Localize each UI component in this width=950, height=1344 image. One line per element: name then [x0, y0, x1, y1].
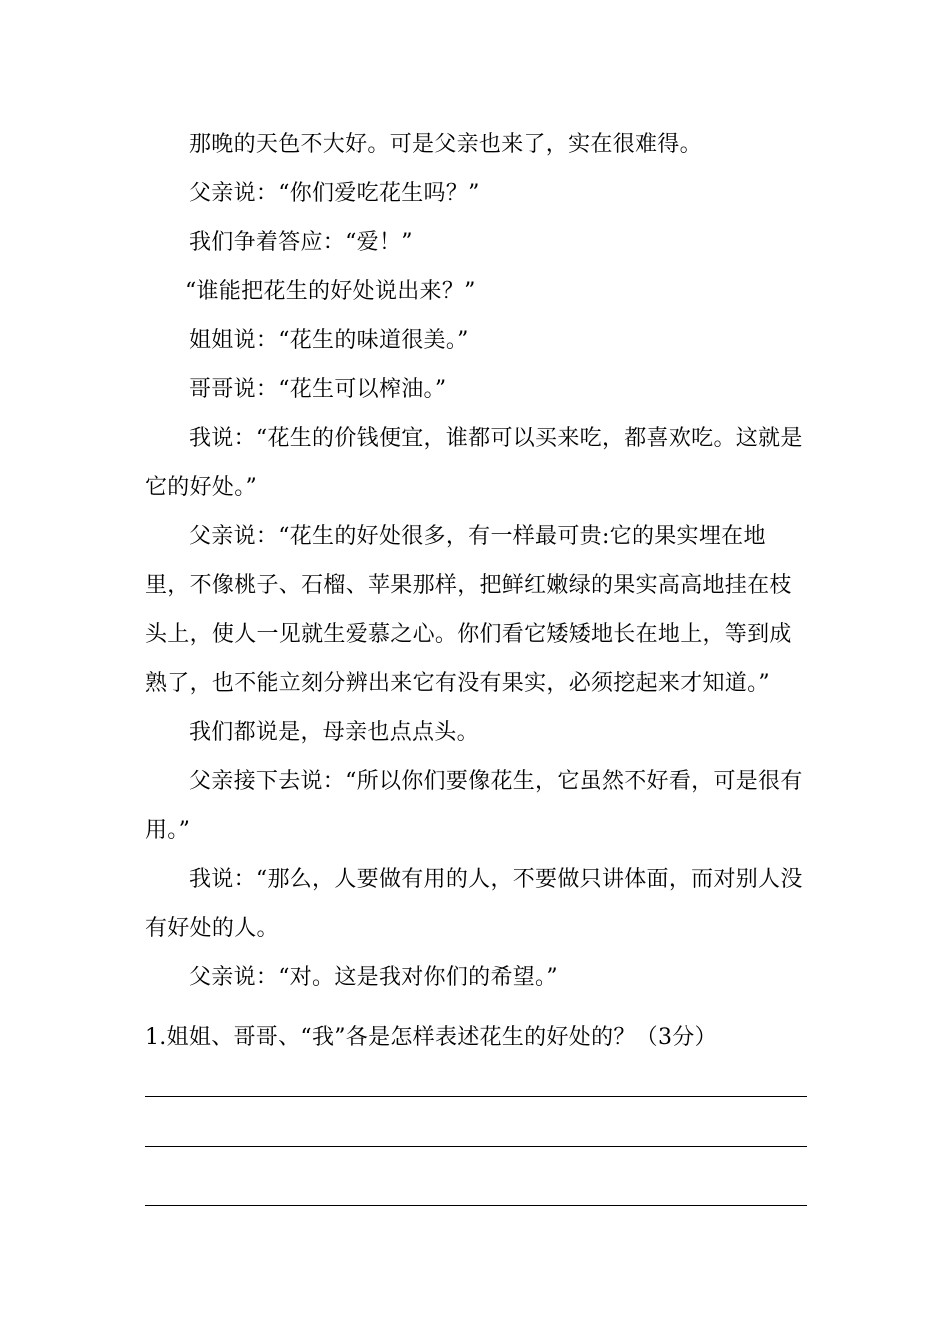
passage-paragraph: 姐姐说：“花生的味道很美。”	[189, 328, 469, 353]
passage-paragraph: 我说：“那么，人要做有用的人，不要做只讲体面，而对别人没有好处的人。	[145, 867, 803, 941]
passage-paragraph: 我们争着答应：“爱！”	[189, 230, 413, 255]
passage-paragraph: “谁能把花生的好处说出来？”	[185, 279, 476, 304]
passage-paragraph: 父亲说：“花生的好处很多，有一样最可贵:它的果实埋在地里，不像桃子、石榴、苹果那样，把鲜红嫩绿的果实高高地挂在枝头上，使人一见就生爱慕之心。你们看它矮矮地长在地上，等到成熟了，也不能立刻分辨出来它有没有果实，必须挖起来才知道。”	[145, 524, 792, 696]
passage-paragraph: 哥哥说：“花生可以榨油。”	[189, 377, 447, 402]
answer-line[interactable]	[145, 1146, 807, 1147]
question-1: 1.姐姐、哥哥、“我”各是怎样表述花生的好处的？（3分）	[145, 1025, 717, 1050]
reading-passage	[145, 120, 815, 1002]
passage-paragraph: 我说：“花生的价钱便宜，谁都可以买来吃，都喜欢吃。这就是它的好处。”	[145, 426, 803, 500]
passage-paragraph: 那晚的天色不大好。可是父亲也来了，实在很难得。	[189, 132, 702, 157]
answer-line[interactable]	[145, 1096, 807, 1097]
passage-paragraph: 父亲说：“你们爱吃花生吗？”	[189, 181, 480, 206]
passage-paragraph: 父亲说：“对。这是我对你们的希望。”	[189, 965, 558, 990]
answer-line[interactable]	[145, 1205, 807, 1206]
passage-paragraph: 我们都说是，母亲也点点头。	[189, 720, 479, 745]
passage-paragraph: 父亲接下去说：“所以你们要像花生，它虽然不好看，可是很有用。”	[145, 769, 803, 843]
